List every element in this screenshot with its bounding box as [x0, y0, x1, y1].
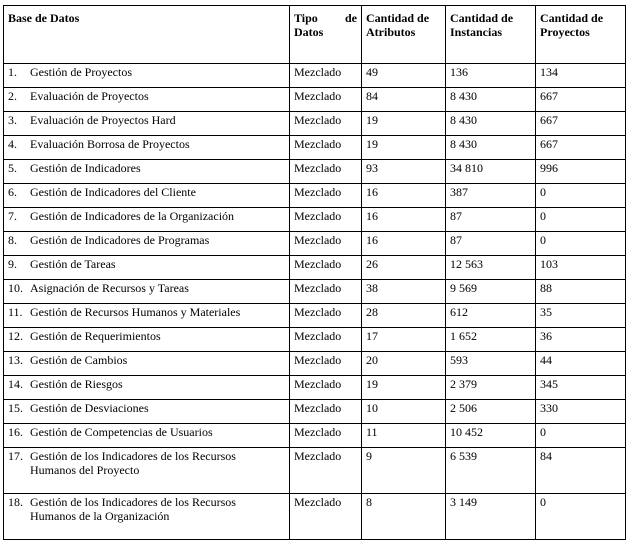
attributes-count-cell: 38: [362, 280, 446, 304]
data-type-cell: Mezclado: [290, 232, 362, 256]
database-name: Evaluación de Proyectos: [30, 89, 149, 103]
database-name-cell: [4, 256, 290, 280]
instances-count-cell: 8 430: [446, 88, 536, 112]
database-name-cell: [4, 88, 290, 112]
table-row: [4, 112, 626, 136]
instances-count-cell: 8 430: [446, 136, 536, 160]
attributes-count-cell: 28: [362, 304, 446, 328]
instances-count-cell: 593: [446, 352, 536, 376]
header-cantidad-atributos: Cantidad de Atributos: [362, 6, 446, 64]
row-number: 10.: [8, 281, 23, 295]
attributes-count-cell: 8: [362, 494, 446, 540]
projects-count-cell: 0: [536, 494, 626, 540]
database-name: Gestión de Indicadores del Cliente: [30, 185, 196, 199]
instances-count-cell: 1 652: [446, 328, 536, 352]
database-name: Gestión de Proyectos: [30, 65, 132, 79]
database-name: Gestión de Cambios: [30, 353, 128, 367]
row-number: 7.: [8, 209, 17, 223]
data-type-cell: Mezclado: [290, 400, 362, 424]
database-name: Evaluación de Proyectos Hard: [30, 113, 176, 127]
instances-count-cell: 87: [446, 208, 536, 232]
row-number: 14.: [8, 377, 23, 391]
row-number: 5.: [8, 161, 17, 175]
instances-count-cell: 387: [446, 184, 536, 208]
database-name-cell: [4, 112, 290, 136]
row-number: 12.: [8, 329, 23, 343]
instances-count-cell: 3 149: [446, 494, 536, 540]
row-number: 1.: [8, 65, 17, 79]
database-name-cell: [4, 232, 290, 256]
table-row: [4, 232, 626, 256]
database-name: Gestión de Requerimientos: [30, 329, 161, 343]
projects-count-cell: 88: [536, 280, 626, 304]
database-name: Evaluación Borrosa de Proyectos: [30, 137, 190, 151]
table-row: [4, 494, 626, 540]
database-name: Gestión de Indicadores de Programas: [30, 233, 210, 247]
instances-count-cell: 8 430: [446, 112, 536, 136]
table-row: [4, 376, 626, 400]
database-name-cell: [4, 160, 290, 184]
row-number: 17.: [8, 449, 23, 463]
table-row: [4, 352, 626, 376]
instances-count-cell: 136: [446, 64, 536, 88]
table-row: [4, 280, 626, 304]
database-name-cell: [4, 64, 290, 88]
row-number: 4.: [8, 137, 17, 151]
attributes-count-cell: 20: [362, 352, 446, 376]
table-row: [4, 160, 626, 184]
database-name-cell: [4, 328, 290, 352]
table-row: [4, 304, 626, 328]
data-type-cell: Mezclado: [290, 184, 362, 208]
data-type-cell: Mezclado: [290, 448, 362, 494]
data-type-cell: Mezclado: [290, 424, 362, 448]
projects-count-cell: 36: [536, 328, 626, 352]
row-number: 9.: [8, 257, 17, 271]
data-type-cell: Mezclado: [290, 136, 362, 160]
data-type-cell: Mezclado: [290, 64, 362, 88]
projects-count-cell: 84: [536, 448, 626, 494]
projects-count-cell: 35: [536, 304, 626, 328]
database-name: Gestión de Tareas: [30, 257, 116, 271]
instances-count-cell: 2 506: [446, 400, 536, 424]
projects-count-cell: 44: [536, 352, 626, 376]
attributes-count-cell: 11: [362, 424, 446, 448]
database-name: Asignación de Recursos y Tareas: [30, 281, 189, 295]
database-name: Gestión de Recursos Humanos y Materiales: [30, 305, 241, 319]
projects-count-cell: 667: [536, 112, 626, 136]
database-name-cell: [4, 352, 290, 376]
header-cantidad-proyectos: Cantidad de Proyectos: [536, 6, 626, 64]
table-row: [4, 88, 626, 112]
projects-count-cell: 0: [536, 424, 626, 448]
projects-count-cell: 667: [536, 88, 626, 112]
row-number: 6.: [8, 185, 17, 199]
database-name: Gestión de los Indicadores de los Recursos Humanos de la Organización: [30, 495, 236, 523]
attributes-count-cell: 16: [362, 184, 446, 208]
table-row: [4, 64, 626, 88]
database-name-cell: [4, 136, 290, 160]
data-type-cell: Mezclado: [290, 328, 362, 352]
data-type-cell: Mezclado: [290, 376, 362, 400]
header-cantidad-instancias: Cantidad de Instancias: [446, 6, 536, 64]
attributes-count-cell: 17: [362, 328, 446, 352]
projects-count-cell: 134: [536, 64, 626, 88]
data-type-cell: Mezclado: [290, 112, 362, 136]
database-name-cell: [4, 304, 290, 328]
database-name-cell: [4, 400, 290, 424]
row-number: 11.: [8, 305, 23, 319]
projects-count-cell: 345: [536, 376, 626, 400]
attributes-count-cell: 19: [362, 112, 446, 136]
database-name: Gestión de Indicadores de la Organización: [30, 209, 235, 223]
database-name: Gestión de Desviaciones: [30, 401, 149, 415]
instances-count-cell: 34 810: [446, 160, 536, 184]
attributes-count-cell: 19: [362, 376, 446, 400]
attributes-count-cell: 16: [362, 232, 446, 256]
attributes-count-cell: 93: [362, 160, 446, 184]
data-type-cell: Mezclado: [290, 256, 362, 280]
projects-count-cell: 103: [536, 256, 626, 280]
data-type-cell: Mezclado: [290, 208, 362, 232]
database-name-cell: [4, 280, 290, 304]
instances-count-cell: 6 539: [446, 448, 536, 494]
attributes-count-cell: 26: [362, 256, 446, 280]
table-row: [4, 448, 626, 494]
table-row: [4, 328, 626, 352]
instances-count-cell: 10 452: [446, 424, 536, 448]
instances-count-cell: 87: [446, 232, 536, 256]
row-number: 13.: [8, 353, 23, 367]
table-row: [4, 184, 626, 208]
instances-count-cell: 612: [446, 304, 536, 328]
table-row: [4, 400, 626, 424]
projects-count-cell: 0: [536, 184, 626, 208]
attributes-count-cell: 9: [362, 448, 446, 494]
database-name: Gestión de Indicadores: [30, 161, 141, 175]
row-number: 18.: [8, 495, 23, 509]
row-number: 3.: [8, 113, 17, 127]
row-number: 8.: [8, 233, 17, 247]
data-type-cell: Mezclado: [290, 304, 362, 328]
instances-count-cell: 2 379: [446, 376, 536, 400]
table-row: [4, 136, 626, 160]
data-type-cell: Mezclado: [290, 88, 362, 112]
data-type-cell: Mezclado: [290, 494, 362, 540]
projects-count-cell: 0: [536, 232, 626, 256]
row-number: 15.: [8, 401, 23, 415]
projects-count-cell: 330: [536, 400, 626, 424]
data-type-cell: Mezclado: [290, 280, 362, 304]
database-name-cell: [4, 208, 290, 232]
database-name: Gestión de Competencias de Usuarios: [30, 425, 213, 439]
data-type-cell: Mezclado: [290, 352, 362, 376]
table-row: [4, 424, 626, 448]
attributes-count-cell: 10: [362, 400, 446, 424]
table-row: [4, 256, 626, 280]
instances-count-cell: 12 563: [446, 256, 536, 280]
databases-table: [3, 5, 626, 540]
database-name-cell: [4, 494, 290, 540]
projects-count-cell: 996: [536, 160, 626, 184]
header-row: [4, 6, 626, 64]
row-number: 16.: [8, 425, 23, 439]
attributes-count-cell: 19: [362, 136, 446, 160]
projects-count-cell: 0: [536, 208, 626, 232]
instances-count-cell: 9 569: [446, 280, 536, 304]
projects-count-cell: 667: [536, 136, 626, 160]
table-row: [4, 208, 626, 232]
header-tipo-de-datos: Tipo de Datos: [290, 6, 362, 64]
header-base-de-datos: Base de Datos: [4, 6, 290, 64]
database-name-cell: [4, 448, 290, 494]
database-name: Gestión de Riesgos: [30, 377, 123, 391]
row-number: 2.: [8, 89, 17, 103]
attributes-count-cell: 49: [362, 64, 446, 88]
attributes-count-cell: 16: [362, 208, 446, 232]
database-name-cell: [4, 424, 290, 448]
database-name: Gestión de los Indicadores de los Recursos Humanos del Proyecto: [30, 449, 236, 477]
database-name-cell: [4, 376, 290, 400]
attributes-count-cell: 84: [362, 88, 446, 112]
data-type-cell: Mezclado: [290, 160, 362, 184]
database-name-cell: [4, 184, 290, 208]
